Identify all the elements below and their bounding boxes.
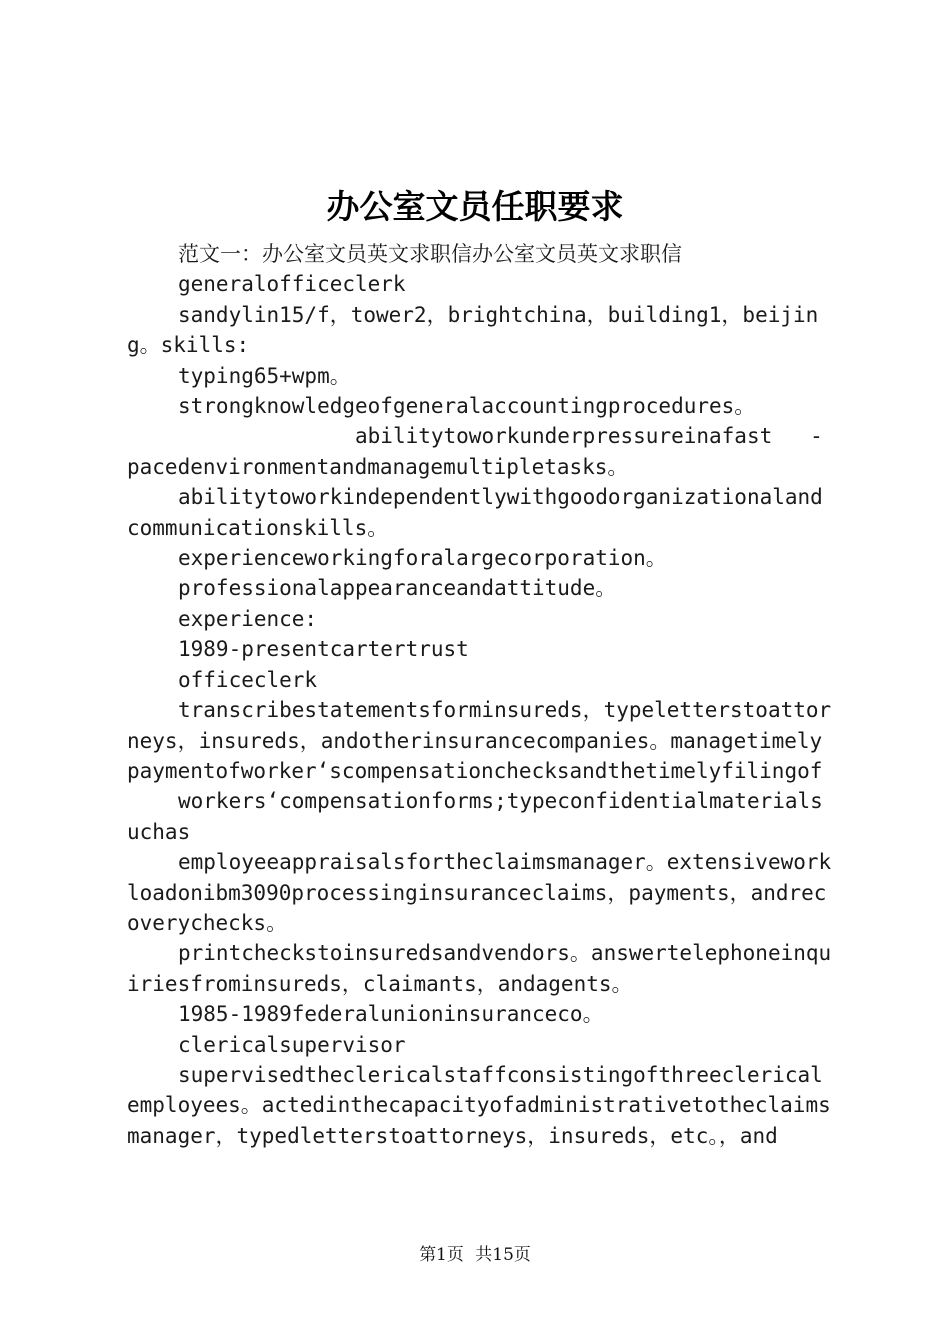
paragraph: abilitytoworkunderpressureinafast -pacedenvironmentandmanagemultipletasks。 bbox=[127, 424, 823, 479]
paragraph: strongknowledgeofgeneralaccountingprocedures。 bbox=[178, 394, 756, 419]
paragraph: professionalappearanceandattitude。 bbox=[178, 576, 617, 601]
paragraph: printcheckstoinsuredsandvendors。answertelephoneinquiriesfrominsureds，claimants，andagents。 bbox=[127, 941, 832, 996]
page-footer bbox=[0, 1240, 950, 1265]
paragraph: experienceworkingforalargecorporation。 bbox=[178, 546, 667, 571]
paragraph: transcribestatementsforminsureds，typeletterstoattorneys，insureds，andotherinsurancecompanies。managetimelypaymentofworker‘scompensationchecksandthetimelyfilingof bbox=[127, 698, 832, 783]
paragraph: typing65+wpm。 bbox=[178, 363, 351, 388]
paragraph: abilitytoworkindependentlywithgoodorganizationalandcommunicationskills。 bbox=[127, 485, 823, 540]
paragraph: employeeappraisalsfortheclaimsmanager。extensiveworkloadonibm3090processinginsuranceclaims，payments，andrecoverychecks。 bbox=[127, 850, 832, 935]
paragraph: clericalsupervisor bbox=[178, 1032, 406, 1057]
document-title: 办公室文员任职要求 bbox=[326, 187, 624, 226]
document-body bbox=[127, 239, 833, 1151]
paragraph: generalofficeclerk bbox=[178, 272, 406, 297]
paragraph: sandylin15/f，tower2，brightchina，building1，beijing。skills: bbox=[127, 302, 819, 358]
paragraph: officeclerk bbox=[178, 667, 318, 692]
page-total: 共15页 bbox=[475, 1245, 531, 1265]
paragraph: experience: bbox=[178, 606, 318, 631]
paragraph: 1985-1989federalunioninsuranceco。 bbox=[178, 1002, 604, 1027]
paragraph: 1989-presentcartertrust bbox=[178, 637, 469, 662]
paragraph: supervisedtheclericalstaffconsistingofthreeclericalemployees。actedinthecapacityofadministrativetotheclaimsmanager，typedletterstoattorneys，insureds，etc。，and bbox=[127, 1062, 831, 1148]
paragraph: workers‘compensationforms;typeconfidentialmaterialsuchas bbox=[127, 789, 823, 844]
paragraph: 范文一：办公室文员英文求职信办公室文员英文求职信 bbox=[178, 242, 682, 266]
page-number: 第1页 bbox=[419, 1245, 464, 1265]
